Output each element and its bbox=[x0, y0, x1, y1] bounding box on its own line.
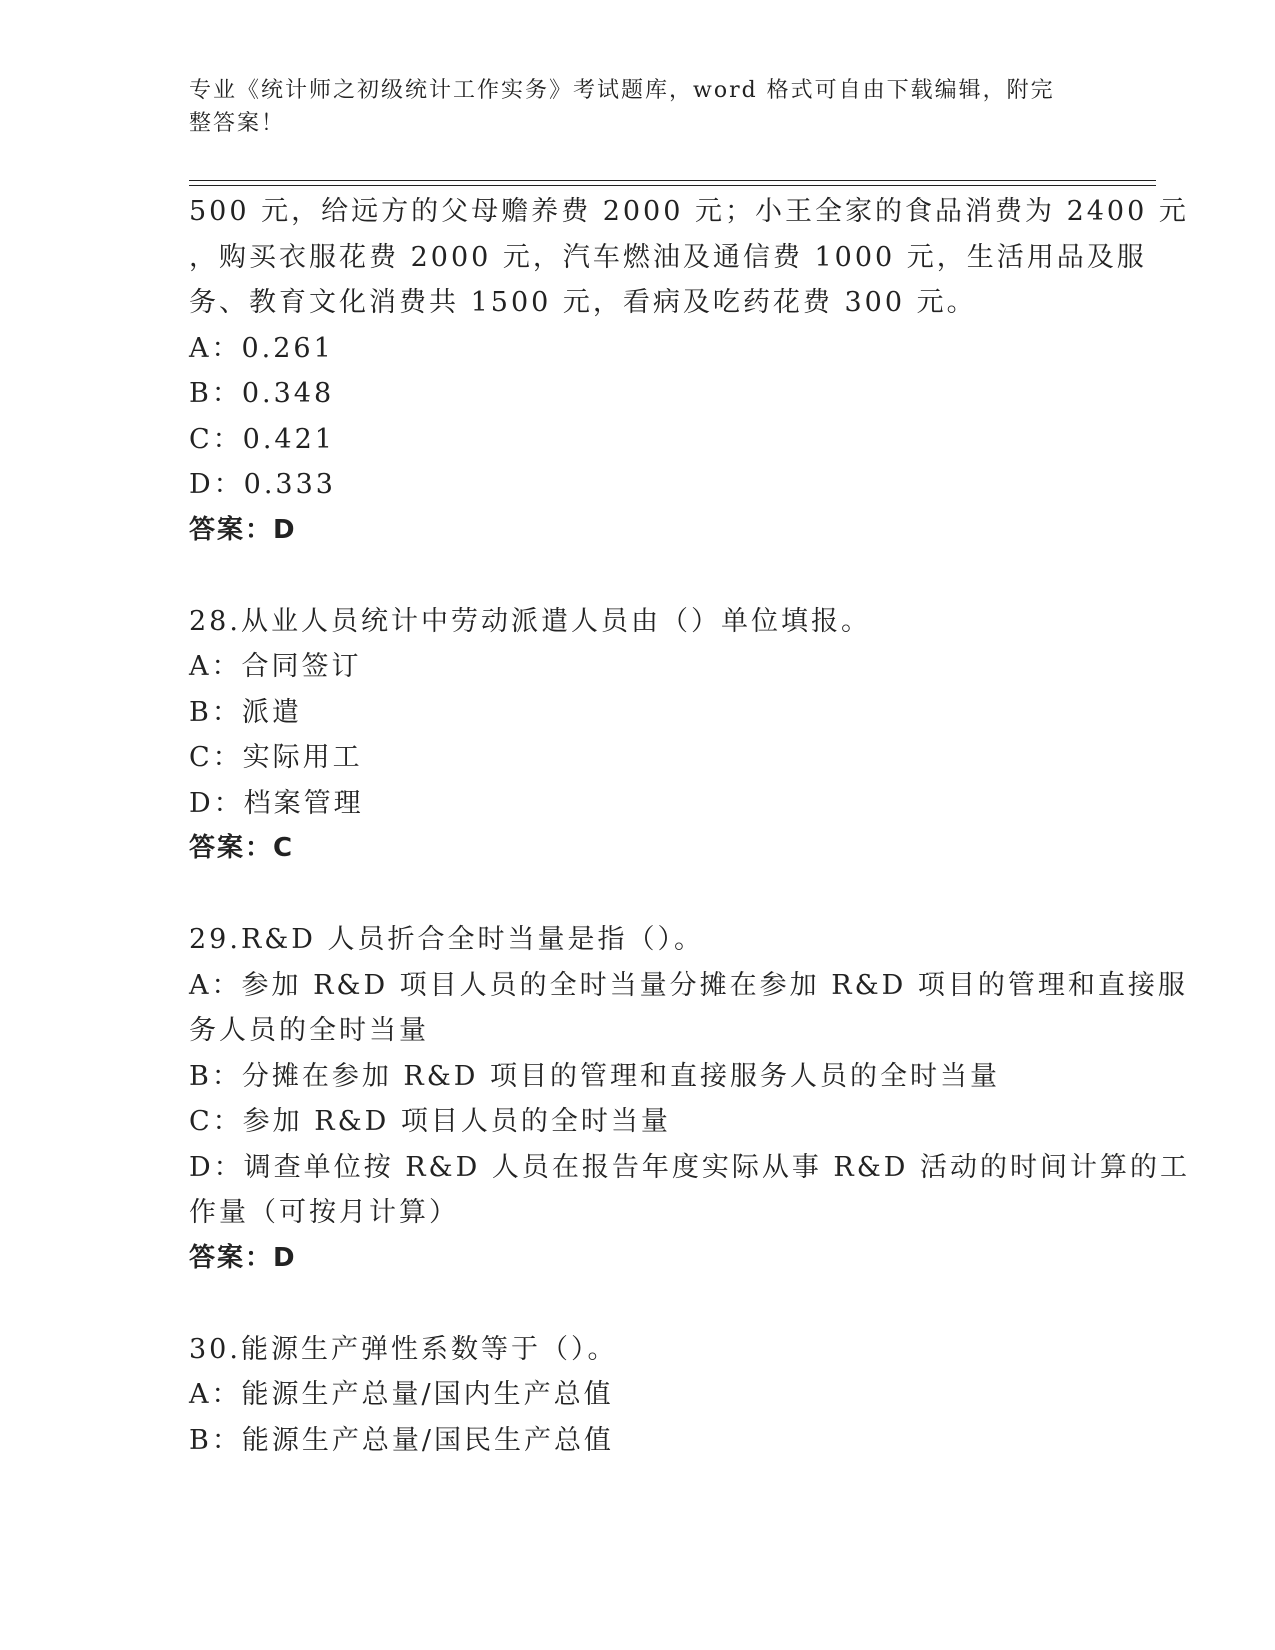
option-d-continued: 作量（可按月计算） bbox=[189, 1197, 459, 1228]
option-d: D：0.333 bbox=[189, 469, 336, 500]
option-b: B：分摊在参加 R&D 项目的管理和直接服务人员的全时当量 bbox=[189, 1060, 1001, 1092]
option-d: D：档案管理 bbox=[189, 787, 364, 819]
option-a: A：能源生产总量/国内生产总值 bbox=[189, 1379, 614, 1410]
question-stem: 30.能源生产弹性系数等于（）。 bbox=[189, 1333, 618, 1365]
option-c: C：实际用工 bbox=[189, 742, 363, 773]
header-divider-top bbox=[189, 180, 1156, 181]
question-27-tail bbox=[189, 189, 1189, 553]
option-c: C：0.421 bbox=[189, 423, 335, 455]
option-a: A：合同签订 bbox=[189, 651, 362, 682]
question-stem: 28.从业人员统计中劳动派遣人员由（）单位填报。 bbox=[189, 605, 871, 637]
question-stem: 29.R&D 人员折合全时当量是指（）。 bbox=[189, 924, 705, 955]
option-d: D：调查单位按 R&D 人员在报告年度实际从事 R&D 活动的时间计算的工 bbox=[189, 1151, 1190, 1183]
spacer bbox=[189, 1281, 1089, 1327]
question-30 bbox=[189, 1327, 1089, 1464]
option-a-continued: 务人员的全时当量 bbox=[189, 1015, 429, 1046]
option-b: B：能源生产总量/国民生产总值 bbox=[189, 1424, 614, 1456]
answer-line: 答案：D bbox=[189, 1242, 297, 1273]
option-a: A：参加 R&D 项目人员的全时当量分摊在参加 R&D 项目的管理和直接服 bbox=[189, 969, 1188, 1001]
option-c: C：参加 R&D 项目人员的全时当量 bbox=[189, 1106, 671, 1137]
option-a: A：0.261 bbox=[189, 332, 334, 364]
option-b: B：0.348 bbox=[189, 378, 335, 409]
answer-line: 答案：D bbox=[189, 514, 297, 545]
question-content bbox=[189, 189, 1190, 1463]
spacer bbox=[189, 553, 1089, 599]
header-line-1: 专业《统计师之初级统计工作实务》考试题库，word 格式可自由下载编辑，附完 bbox=[189, 78, 1055, 103]
question-text-line: 务、教育文化消费共 1500 元，看病及吃药花费 300 元。 bbox=[189, 287, 977, 318]
question-28 bbox=[189, 599, 1089, 872]
document-header bbox=[189, 74, 1069, 140]
header-divider-bottom bbox=[189, 185, 1156, 186]
question-29 bbox=[189, 917, 1190, 1281]
question-text-line: ，购买衣服花费 2000 元，汽车燃油及通信费 1000 元，生活用品及服 bbox=[189, 241, 1147, 273]
answer-line: 答案：C bbox=[189, 833, 295, 863]
spacer bbox=[189, 872, 1089, 918]
option-b: B：派遣 bbox=[189, 696, 302, 728]
header-line-2: 整答案！ bbox=[189, 111, 286, 136]
question-text-line: 500 元，给远方的父母赡养费 2000 元；小王全家的食品消费为 2400 元 bbox=[189, 196, 1189, 227]
